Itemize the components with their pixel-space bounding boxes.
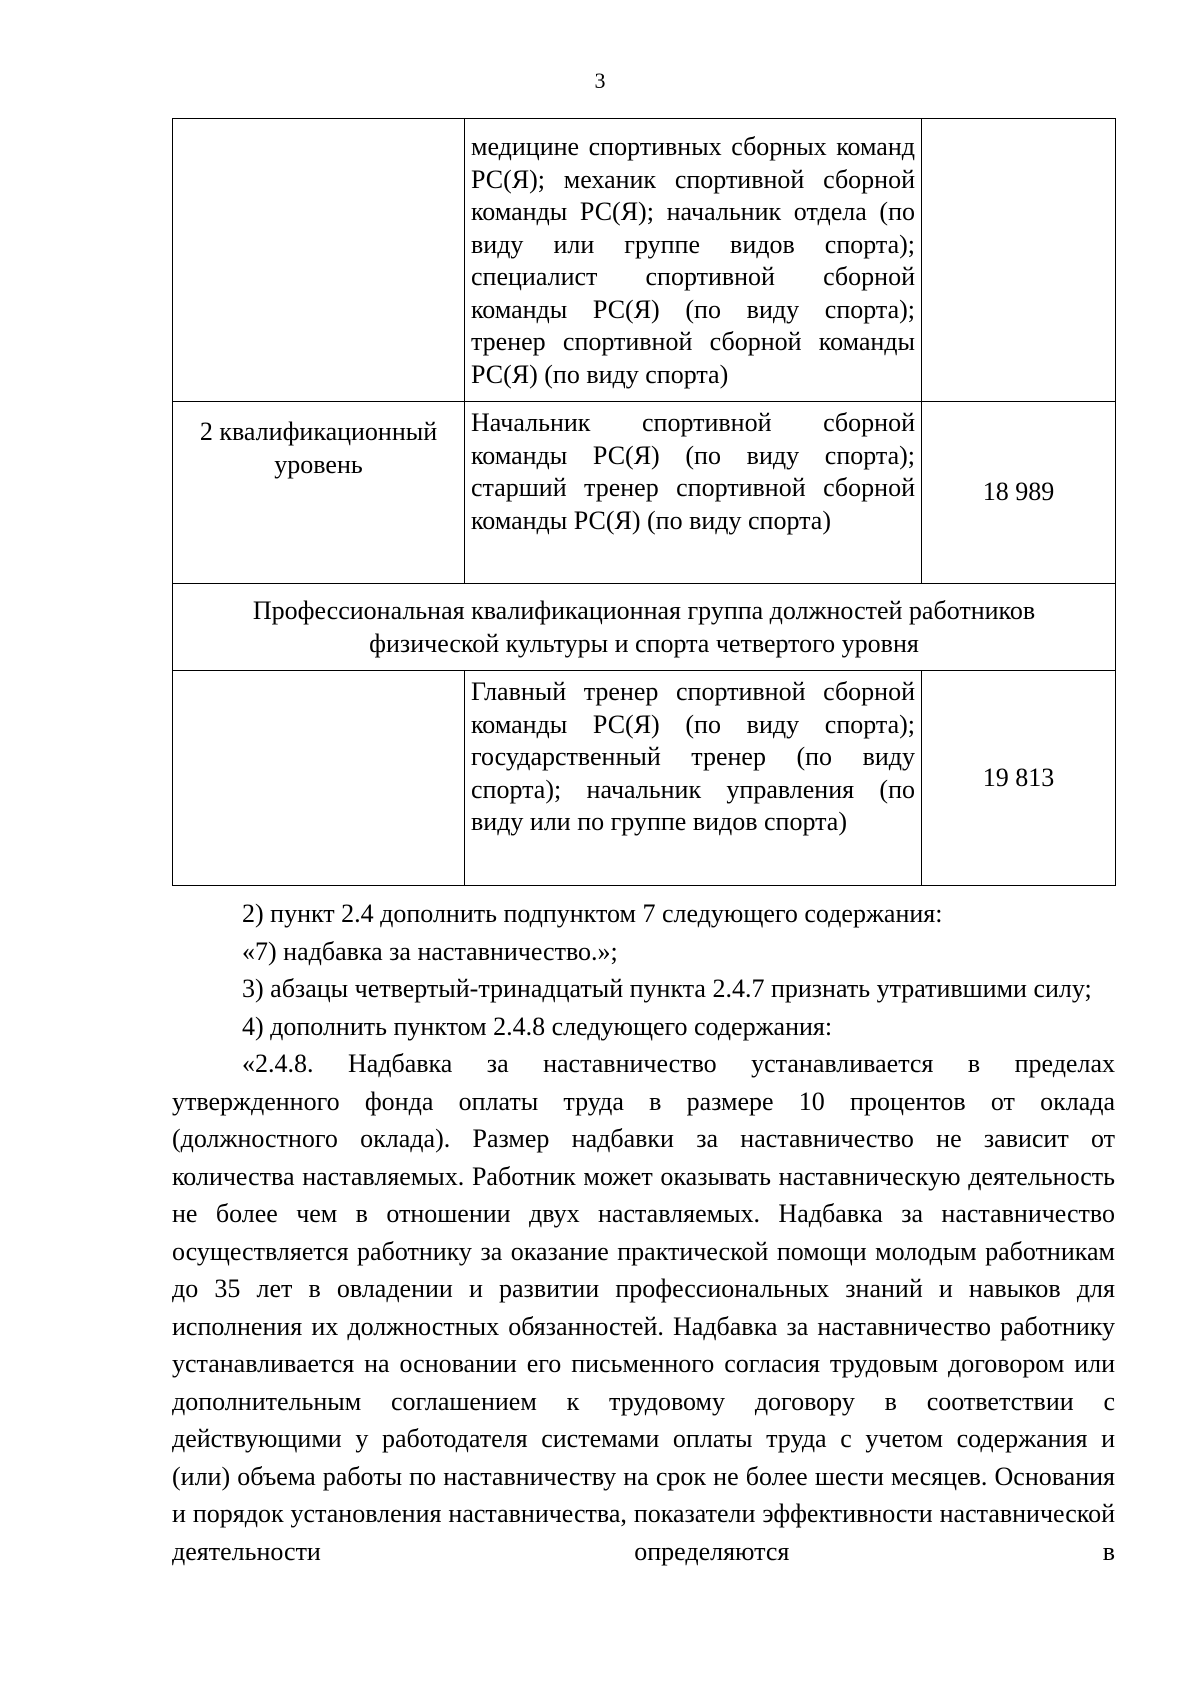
paragraph: 4) дополнить пунктом 2.4.8 следующего содержания: [242, 1011, 833, 1041]
level-cell: 2 квалификационный уровень [173, 402, 465, 584]
positions-cell: медицине спортивных сборных команд РС(Я); механик спортивной сборной команды РС(Я); начальник отдела (по виду или группе видов спорта); специалист спортивной сборной команды РС(Я) (по виду спорта); тренер спортивной сборной команды РС(Я) (по виду спорта) [465, 119, 922, 402]
salary-table [172, 118, 1116, 886]
level-cell [173, 119, 465, 402]
table-row [173, 671, 1116, 886]
level-cell [173, 671, 465, 886]
amount-cell [922, 119, 1116, 402]
page-number: 3 [594, 68, 606, 93]
group-header: Профессиональная квалификационная группа должностей работников физической культуры и спорта четвертого уровня [173, 584, 1116, 671]
body-text [172, 895, 1115, 1570]
paragraph: «7) надбавка за наставничество.»; [242, 936, 618, 966]
positions-cell: Начальник спортивной сборной команды РС(Я) (по виду спорта); старший тренер спортивной сборной команды РС(Я) (по виду спорта) [465, 402, 922, 584]
group-header-row [173, 584, 1116, 671]
table-row [173, 119, 1116, 402]
positions-cell: Главный тренер спортивной сборной команды РС(Я) (по виду спорта); государственный тренер (по виду спорта); начальник управления (по виду или по группе видов спорта) [465, 671, 922, 886]
table-row [173, 402, 1116, 584]
paragraph: 3) абзацы четвертый-тринадцатый пункта 2.4.7 признать утратившими силу; [242, 974, 1092, 1003]
paragraph: 2) пункт 2.4 дополнить подпунктом 7 следующего содержания: [242, 899, 943, 928]
amount-cell: 18 989 [922, 402, 1116, 584]
paragraph: «2.4.8. Надбавка за наставничество устанавливается в пределах утвержденного фонда оплаты труда в размере 10 процентов от оклада (должностного оклада). Размер надбавки за наставничество не зависит от количества наставляемых. Работник может оказывать наставническую деятельность не более чем в отношении двух наставляемых. Надбавка за наставничество осуществляется работнику за оказание практической помощи молодым работникам до 35 лет в овладении и развитии профессиональных знаний и навыков для исполнения их должностных обязанностей. Надбавка за наставничество работнику устанавливается на основании его письменного согласия трудовым договором или дополнительным соглашением к трудовому договору в соответствии с действующими у работодателя системами оплаты труда с учетом содержания и (или) объема работы по наставничеству на срок не более шести месяцев. Основания и порядок установления наставничества, показатели эффективности наставнической деятельности определяются в [172, 1049, 1115, 1566]
amount-cell: 19 813 [922, 671, 1116, 886]
